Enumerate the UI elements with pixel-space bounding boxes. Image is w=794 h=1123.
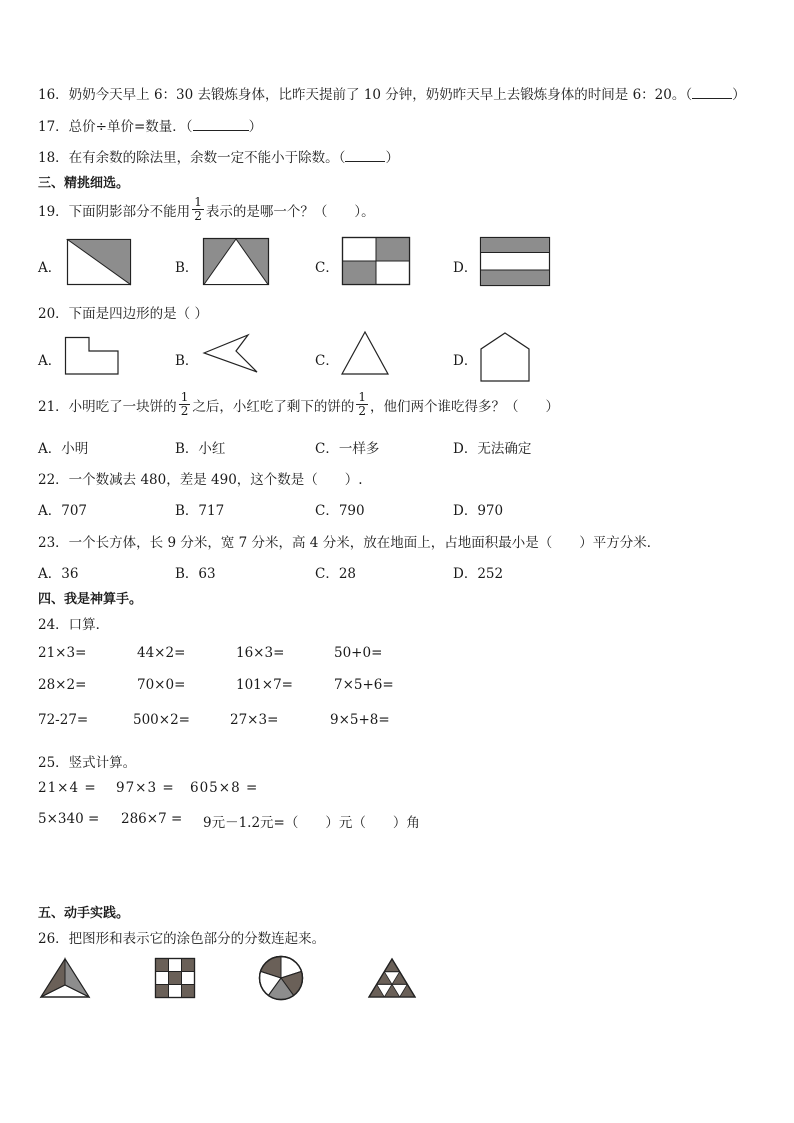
- mental-math-item: 500×2=: [133, 712, 190, 728]
- q22-option-a[interactable]: A．707: [38, 503, 88, 519]
- q20-option-d[interactable]: D．: [453, 353, 478, 369]
- answer-blank[interactable]: [345, 149, 385, 162]
- section-5-heading: 五、动手实践。: [38, 906, 130, 921]
- shape-quarters-rect: [342, 237, 410, 285]
- mental-math-item: 101×7=: [236, 677, 293, 693]
- shape-inner-triangle-rect: [203, 238, 269, 285]
- question-20: 20．下面是四边形的是（ ）: [38, 306, 208, 322]
- q16-close: ）: [732, 87, 746, 103]
- question-26: 26．把图形和表示它的涂色部分的分数连起来。: [38, 931, 326, 947]
- fraction-one-half: $\frac{1}{2}$: [358, 390, 366, 418]
- q21-pre: 21．小明吃了一块饼的: [38, 398, 177, 415]
- mental-math-item: 28×2=: [38, 677, 87, 693]
- q21-option-c[interactable]: C．一样多: [315, 441, 380, 457]
- q18-close: ）: [385, 150, 399, 166]
- q19-option-a[interactable]: A．: [38, 260, 62, 276]
- q19-option-c[interactable]: C．: [315, 260, 339, 276]
- q22-option-b[interactable]: B．717: [175, 503, 225, 519]
- q16-text: 16．奶奶今天早上 6：30 去锻炼身体，比昨天提前了 10 分钟，奶奶昨天早上去锻炼身体的时间是 6：20。（: [38, 87, 693, 103]
- vertical-calc-item: 5×340 =: [38, 811, 100, 827]
- question-18: [38, 146, 399, 166]
- shape-l-pentagon: [65, 337, 119, 375]
- question-17: [38, 115, 262, 135]
- q25-title: 25．竖式计算。: [38, 755, 137, 771]
- mental-math-item: 16×3=: [236, 645, 285, 661]
- shape-stripes-rect: [480, 237, 550, 286]
- mental-math-item: 7×5+6=: [334, 677, 394, 693]
- q19-option-b[interactable]: B．: [175, 260, 199, 276]
- q19-option-d[interactable]: D．: [453, 260, 478, 276]
- fraction-one-half: $\frac{1}{2}$: [180, 390, 189, 418]
- question-21: [38, 391, 559, 418]
- mental-math-item: 21×3=: [38, 645, 87, 661]
- q24-title: 24．口算．: [38, 617, 110, 633]
- q20-option-b[interactable]: B．: [175, 353, 199, 369]
- q21-post: ，他们两个谁吃得多？（ ）: [369, 398, 559, 415]
- mental-math-item: 72-27=: [38, 712, 89, 728]
- shaded-triangle-figure: [40, 958, 90, 998]
- mental-math-item: 9×5+8=: [330, 712, 390, 728]
- mental-math-item: 70×0=: [137, 677, 186, 693]
- vertical-calc-item: 97×3 =: [116, 780, 175, 796]
- q19-pre: 19．下面阴影部分不能用: [38, 203, 191, 220]
- q23-option-c[interactable]: C．28: [315, 566, 357, 582]
- q20-option-a[interactable]: A．: [38, 353, 62, 369]
- question-22: 22．一个数减去 480，差是 490，这个数是（ ）.: [38, 472, 363, 488]
- shape-pentagon-house: [480, 332, 530, 382]
- q21-option-a[interactable]: A．小明: [38, 441, 89, 457]
- q23-option-a[interactable]: A．36: [38, 566, 79, 582]
- shape-triangle: [341, 331, 389, 375]
- answer-blank[interactable]: [193, 118, 249, 131]
- question-23: 23．一个长方体，长 9 分米，宽 7 分米，高 4 分米，放在地面上，占地面积最小是（ ）平方分米．: [38, 535, 661, 551]
- q21-option-b[interactable]: B．小红: [175, 441, 226, 457]
- answer-blank[interactable]: [692, 86, 732, 99]
- mental-math-item: 27×3=: [230, 712, 279, 728]
- mental-math-item: 44×2=: [137, 645, 186, 661]
- mental-math-item: 50+0=: [334, 645, 383, 661]
- question-16: [38, 83, 746, 103]
- q19-post: 表示的是哪一个？（ ）。: [205, 203, 375, 220]
- q23-option-b[interactable]: B．63: [175, 566, 216, 582]
- q22-option-c[interactable]: C．790: [315, 503, 365, 519]
- shaded-circle-figure: [258, 955, 304, 1001]
- q17-text: 17．总价÷单价=数量．（: [38, 119, 193, 135]
- q22-option-d[interactable]: D．970: [453, 503, 504, 519]
- vertical-calc-item: 605×8 =: [190, 780, 259, 796]
- q20-option-c[interactable]: C．: [315, 353, 339, 369]
- q18-text: 18．在有余数的除法里，余数一定不能小于除数。（: [38, 150, 346, 166]
- section-3-heading: 三、精挑细选。: [38, 176, 130, 191]
- q17-close: ）: [248, 119, 263, 135]
- section-4-heading: 四、我是神算手。: [38, 592, 143, 607]
- q21-option-d[interactable]: D．无法确定: [453, 441, 532, 457]
- fraction-one-half: $\frac{1}{2}$: [194, 195, 202, 223]
- checkered-square-figure: [155, 958, 195, 998]
- triangle-grid-figure: [368, 958, 416, 998]
- vertical-calc-item: 21×4 =: [38, 780, 97, 796]
- shape-arrow-quadrilateral: [203, 334, 259, 374]
- q23-option-d[interactable]: D．252: [453, 566, 504, 582]
- question-19: [38, 196, 375, 223]
- q21-mid: 之后，小红吃了剩下的饼的: [192, 398, 355, 415]
- shape-triangle-half-rect: [67, 239, 131, 285]
- vertical-calc-item: 9元－1.2元=（ ）元（ ）角: [203, 815, 420, 831]
- vertical-calc-item: 286×7 =: [121, 811, 183, 827]
